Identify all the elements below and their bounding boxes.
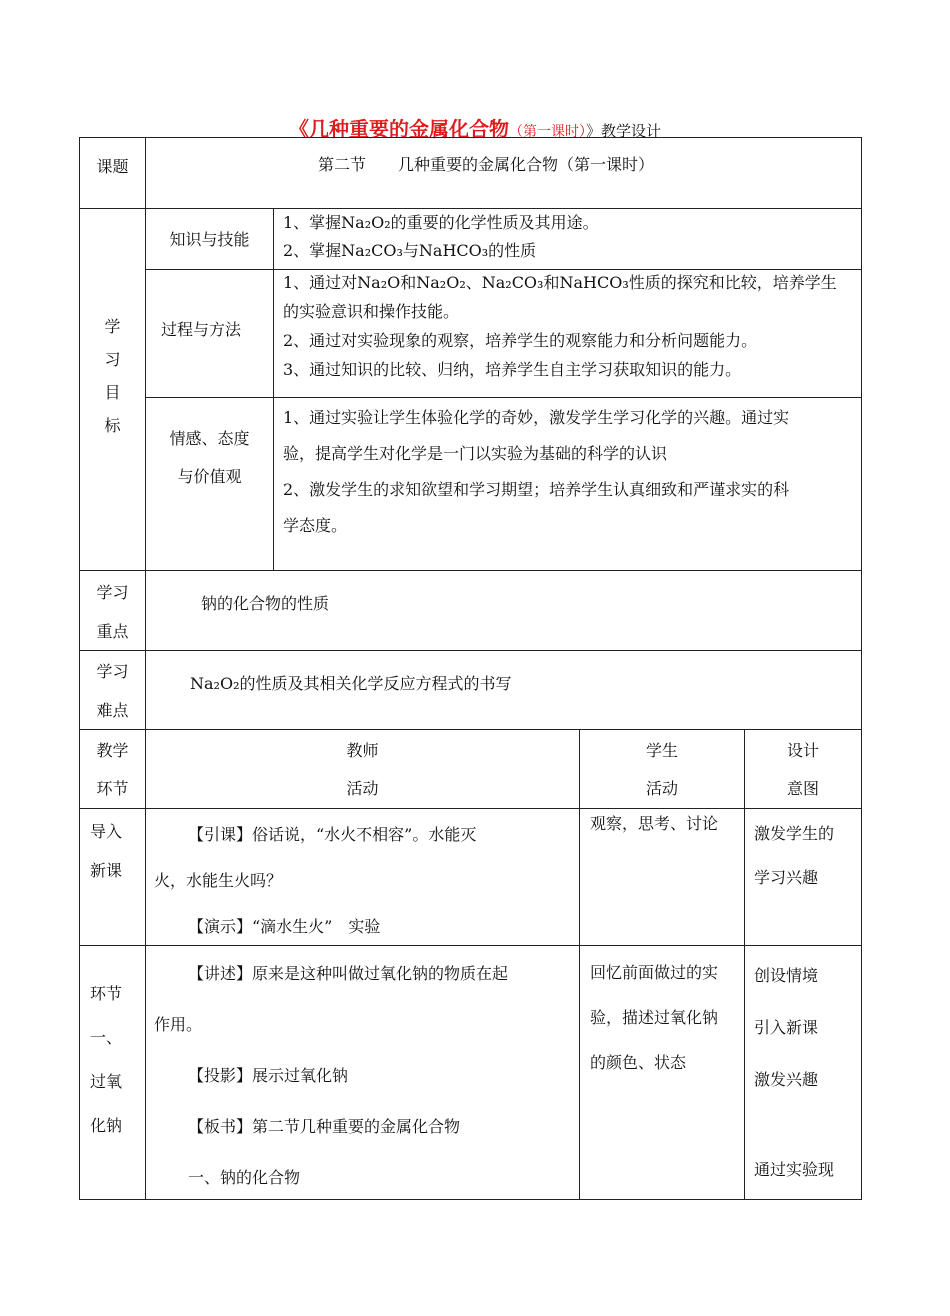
section1-student-line: 的颜色、状态 (590, 1053, 687, 1072)
section1-teacher-line: 【投影】展示过氧化钠 (188, 1066, 349, 1085)
topic-label: 课题 (96, 157, 129, 176)
intro-stage-line: 导入 (90, 822, 123, 841)
header-design-line: 意图 (786, 779, 819, 798)
section1-student (590, 950, 742, 1085)
topic-content: 第二节 几种重要的金属化合物（第一课时） (318, 155, 655, 174)
process-line: 的实验意识和操作技能。 (283, 302, 460, 321)
key-point-label-line: 学习 (96, 583, 129, 602)
section1-stage-line: 化钠 (90, 1116, 123, 1135)
section1-stage-line: 一、 (90, 1028, 123, 1047)
intro-design-line: 学习兴趣 (754, 868, 819, 887)
section1-teacher-line: 一、钠的化合物 (188, 1168, 301, 1187)
knowledge-line: 2、掌握Na₂CO₃与NaHCO₃的性质 (283, 241, 537, 260)
header-stage-line: 教学 (96, 741, 129, 760)
section1-teacher (154, 948, 574, 1203)
knowledge-content (283, 209, 861, 265)
header-stage-line: 环节 (96, 779, 129, 798)
header-design (745, 732, 861, 808)
process-line: 3、通过知识的比较、归纳，培养学生自主学习获取知识的能力。 (283, 360, 742, 379)
header-design-line: 设计 (786, 741, 819, 760)
knowledge-line: 1、掌握Na₂O₂的重要的化学性质及其用途。 (283, 213, 599, 232)
goals-label-char: 目 (104, 383, 121, 402)
title-main: 《几种重要的金属化合物 (288, 117, 509, 141)
header-stage (80, 732, 145, 808)
intro-stage (90, 812, 145, 890)
title-sub: （第一课时） (508, 124, 586, 140)
section1-design-line: 激发兴趣 (754, 1070, 819, 1089)
section1-stage (90, 972, 145, 1148)
goals-label-char: 习 (104, 350, 121, 369)
intro-teacher-line: 【演示】“滴水生火” 实验 (188, 917, 381, 936)
section1-student-line: 验，描述过氧化钠 (590, 1008, 719, 1027)
section1-stage-line: 环节 (90, 984, 123, 1003)
emotion-content (283, 400, 861, 544)
title-rest: 》教学设计 (585, 122, 661, 140)
header-student-line: 活动 (645, 779, 678, 798)
section1-teacher-line: 【板书】第二节几种重要的金属化合物 (188, 1117, 461, 1136)
header-teacher (146, 732, 579, 808)
process-content (283, 268, 861, 384)
intro-stage-line: 新课 (90, 861, 123, 880)
header-student-line: 学生 (645, 741, 678, 760)
section1-stage-line: 过氧 (90, 1072, 123, 1091)
header-teacher-line: 教师 (346, 741, 379, 760)
section1-design (754, 950, 859, 1196)
process-line: 2、通过对实验现象的观察，培养学生的观察能力和分析问题能力。 (283, 331, 758, 350)
difficulty-label-line: 学习 (96, 662, 129, 681)
goals-label-char: 标 (104, 416, 121, 435)
goals-label-char: 学 (104, 317, 121, 336)
knowledge-label: 知识与技能 (169, 230, 250, 249)
intro-teacher-line: 火，水能生火吗？ (154, 871, 283, 890)
emotion-line: 1、通过实验让学生体验化学的奇妙，激发学生学习化学的兴趣。通过实 (283, 408, 790, 427)
section1-student-line: 回忆前面做过的实 (590, 963, 719, 982)
key-point-label-line: 重点 (96, 622, 129, 641)
header-teacher-line: 活动 (346, 779, 379, 798)
process-label: 过程与方法 (160, 320, 241, 339)
section1-design-line: 创设情境 (754, 966, 819, 985)
emotion-label (146, 420, 273, 496)
key-point-label (80, 573, 145, 651)
key-point-content: 钠的化合物的性质 (201, 594, 330, 613)
header-student (580, 732, 744, 808)
section1-design-line: 引入新课 (754, 1018, 819, 1037)
emotion-label-line: 与价值观 (177, 467, 242, 486)
difficulty-content: Na₂O₂的性质及其相关化学反应方程式的书写 (190, 674, 512, 693)
section1-teacher-line: 作用。 (154, 1015, 203, 1034)
goals-label (80, 310, 145, 442)
intro-student: 观察，思考、讨论 (590, 814, 719, 833)
intro-design (754, 812, 859, 900)
section1-design-line: 通过实验现 (754, 1160, 835, 1179)
process-line: 1、通过对Na₂O和Na₂O₂、Na₂CO₃和NaHCO₃性质的探究和比较，培养学生 (283, 273, 837, 292)
emotion-line: 学态度。 (283, 516, 348, 535)
intro-teacher (154, 812, 574, 950)
difficulty-label-line: 难点 (96, 701, 129, 720)
section1-teacher-line: 【讲述】原来是这种叫做过氧化钠的物质在起 (188, 964, 509, 983)
emotion-label-line: 情感、态度 (169, 429, 250, 448)
emotion-line: 验，提高学生对化学是一门以实验为基础的科学的认识 (283, 444, 668, 463)
intro-teacher-line: 【引课】俗话说，“水火不相容”。水能灭 (188, 825, 477, 844)
intro-design-line: 激发学生的 (754, 824, 835, 843)
difficulty-label (80, 652, 145, 730)
emotion-line: 2、激发学生的求知欲望和学习期望；培养学生认真细致和严谨求实的科 (283, 480, 790, 499)
